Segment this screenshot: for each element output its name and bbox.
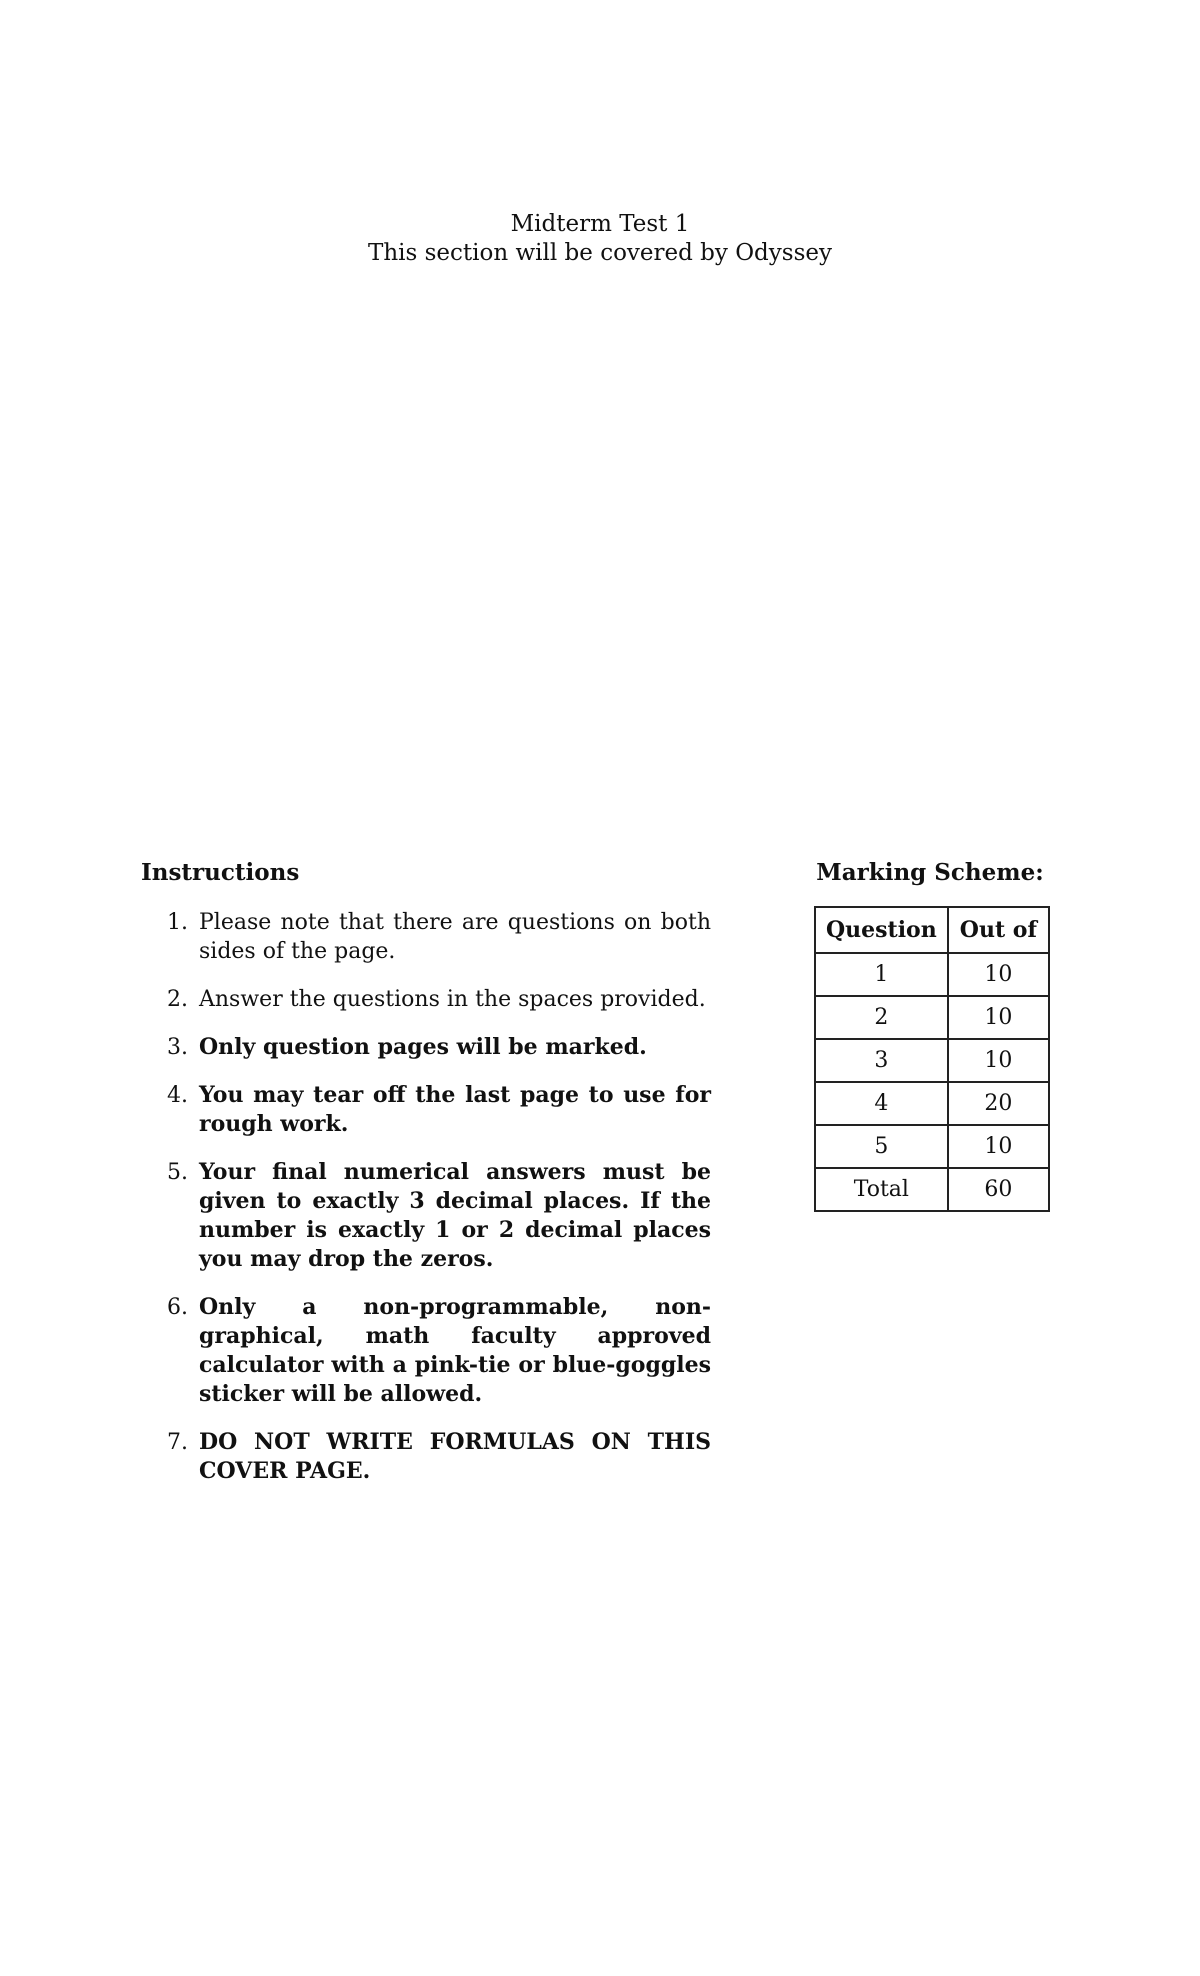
column-header-question: Question — [815, 907, 948, 953]
instruction-text: Answer the questions in the spaces provided. — [199, 987, 706, 1012]
instruction-item — [141, 1293, 711, 1409]
instruction-text: Your final numerical answers must be given to exactly 3 decimal places. If the number is exactly 1 or 2 decimal places you may drop the zeros. — [199, 1159, 711, 1272]
page-header — [0, 210, 1200, 268]
table-header-row — [815, 907, 1049, 953]
table-row — [815, 953, 1049, 996]
instruction-text: DO NOT WRITE FORMULAS ON THIS COVER PAGE. — [199, 1429, 711, 1484]
marking-scheme-heading: Marking Scheme: — [816, 859, 1044, 886]
out-of-cell: 20 — [948, 1082, 1049, 1125]
instruction-text: Only a non-programmable, non-graphical, math faculty approved calculator with a pink-tie or blue-goggles sticker will be allowed. — [199, 1294, 711, 1407]
instruction-number: 7. — [167, 1430, 188, 1455]
instruction-number: 5. — [167, 1160, 188, 1185]
question-cell: 1 — [815, 953, 948, 996]
marking-scheme-section — [810, 858, 1050, 1212]
total-value-cell: 60 — [948, 1168, 1049, 1211]
question-cell: 3 — [815, 1039, 948, 1082]
column-header-out-of: Out of — [948, 907, 1049, 953]
question-cell: 4 — [815, 1082, 948, 1125]
instruction-text: Only question pages will be marked. — [199, 1034, 647, 1060]
table-row — [815, 1039, 1049, 1082]
out-of-cell: 10 — [948, 996, 1049, 1039]
instruction-number: 6. — [167, 1295, 188, 1320]
out-of-cell: 10 — [948, 1125, 1049, 1168]
instruction-item — [141, 1081, 711, 1139]
instruction-number: 1. — [167, 910, 188, 935]
instruction-number: 3. — [167, 1035, 188, 1060]
table-row-total — [815, 1168, 1049, 1211]
total-label-cell: Total — [815, 1168, 948, 1211]
table-row — [815, 1082, 1049, 1125]
test-title: Midterm Test 1 — [510, 211, 690, 237]
out-of-cell: 10 — [948, 953, 1049, 996]
instruction-text: Please note that there are questions on both sides of the page. — [199, 910, 711, 964]
instruction-number: 4. — [167, 1083, 188, 1108]
question-cell: 5 — [815, 1125, 948, 1168]
instruction-text: You may tear off the last page to use for rough work. — [199, 1082, 711, 1137]
instructions-heading: Instructions — [141, 859, 300, 886]
marking-scheme-table — [814, 906, 1050, 1212]
question-cell: 2 — [815, 996, 948, 1039]
test-subtitle: This section will be covered by Odyssey — [368, 240, 832, 266]
instruction-item — [141, 908, 711, 966]
instruction-item — [141, 1428, 711, 1486]
instructions-list — [141, 908, 711, 1486]
instructions-section — [141, 858, 711, 1505]
instruction-item — [141, 985, 711, 1014]
out-of-cell: 10 — [948, 1039, 1049, 1082]
instruction-number: 2. — [167, 987, 188, 1012]
instruction-item — [141, 1158, 711, 1274]
instruction-item — [141, 1033, 711, 1062]
table-row — [815, 1125, 1049, 1168]
table-row — [815, 996, 1049, 1039]
